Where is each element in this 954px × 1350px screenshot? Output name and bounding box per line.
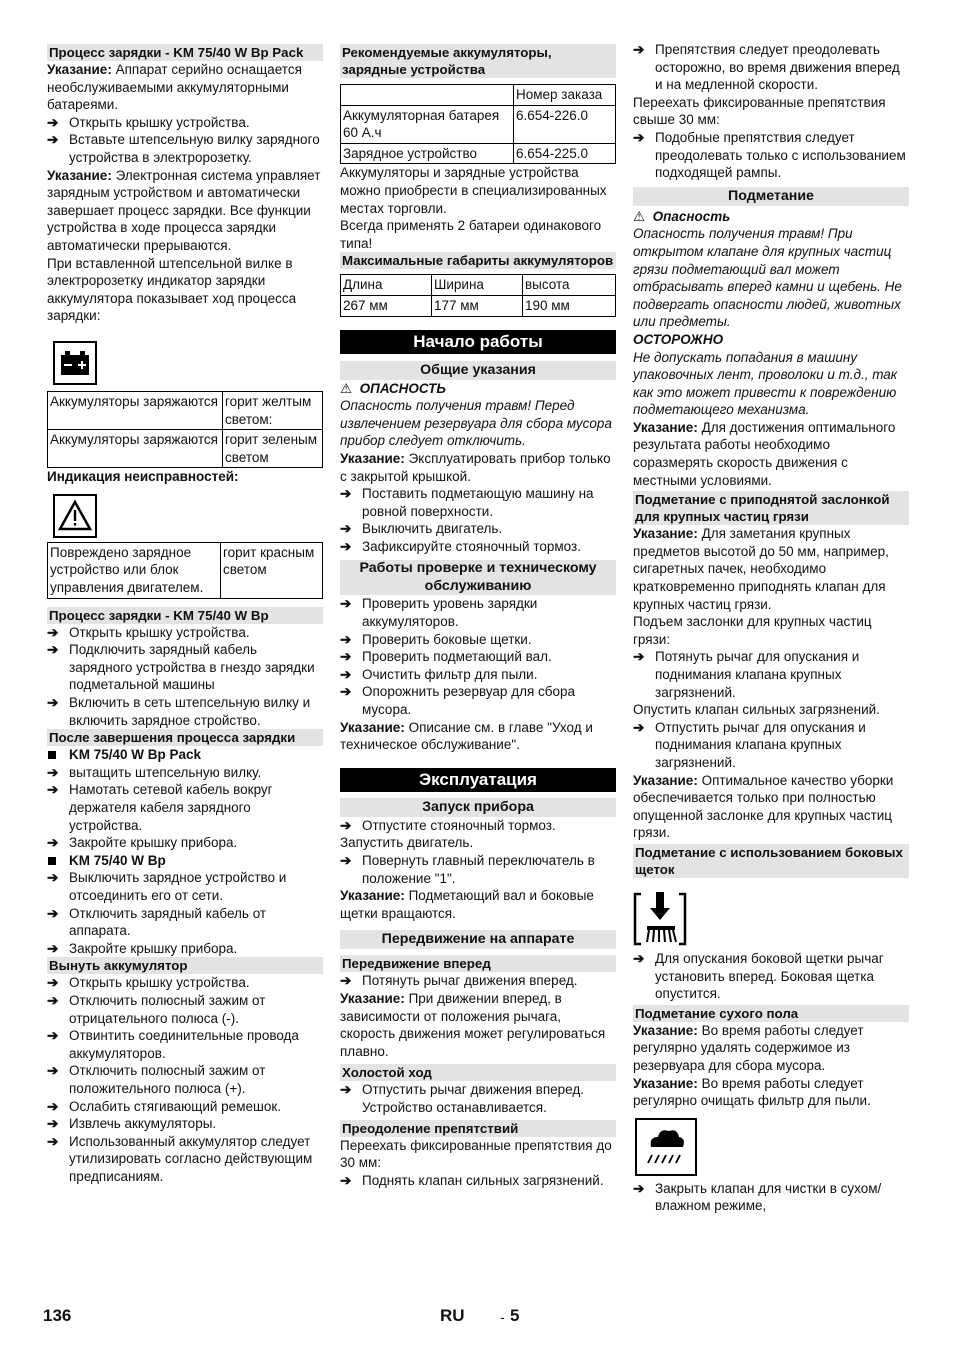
caution-label: ОСТОРОЖНО bbox=[633, 331, 724, 347]
list-item: ➔ Поставить подметающую машину на ровной поверхности. bbox=[340, 486, 594, 519]
arrow-icon: ➔ bbox=[340, 1082, 352, 1098]
note: Указание: Подметающий вал и боковые щетки вращаются. bbox=[340, 888, 594, 921]
section-title: Запуск прибора bbox=[340, 798, 616, 817]
column-1 bbox=[47, 44, 323, 1185]
list-item: ➔ Препятствия следует преодолевать осторожно, во время движения вперед и на медленной скорости. bbox=[633, 42, 900, 93]
list-item: ➔ Выключить двигатель. bbox=[340, 521, 503, 537]
list-item: ➔ Намотать сетевой кабель вокруг держателя кабеля зарядного устройства. bbox=[47, 782, 273, 833]
dry-mode-icon bbox=[635, 1118, 697, 1176]
list-item: ➔ Отключить полюсный зажим от положительного полюса (+). bbox=[47, 1063, 266, 1096]
list-item: ➔ Закрыть клапан для чистки в сухом/влажном режиме, bbox=[633, 1180, 882, 1214]
square-bullet-icon bbox=[48, 751, 56, 759]
warning-icon: ⚠ bbox=[633, 208, 646, 224]
footer-separator: - bbox=[500, 1309, 505, 1325]
list-item: ➔ Отвинтить соединительные провода аккумуляторов. bbox=[47, 1028, 299, 1061]
list-item: ➔ Отключить зарядный кабель от аппарата. bbox=[47, 905, 267, 939]
note: Указание: Аппарат серийно оснащается необслуживаемыми аккумуляторными батареями. bbox=[47, 62, 302, 113]
column-2 bbox=[340, 44, 616, 1189]
paragraph: Аккумуляторы и зарядные устройства можно приобрести в специализированных местах торговли. bbox=[340, 165, 607, 216]
arrow-icon: ➔ bbox=[47, 1063, 59, 1079]
arrow-icon: ➔ bbox=[47, 782, 59, 798]
paragraph: Опустить клапан сильных загрязнений. bbox=[633, 702, 880, 718]
arrow-icon: ➔ bbox=[633, 42, 645, 57]
arrow-icon: ➔ bbox=[47, 114, 59, 130]
list-item: ➔ Выключить зарядное устройство и отсоединить его от сети. bbox=[47, 870, 287, 903]
arrow-icon: ➔ bbox=[340, 973, 352, 989]
note: Указание: Во время работы следует регулярно удалять содержимое из резервуара для сбора мусора. bbox=[633, 1022, 864, 1073]
list-item: ➔ Закройте крышку прибора. bbox=[47, 940, 238, 956]
paragraph: При вставленной штепсельной вилке в электророзетку индикатор зарядки аккумулятора показывает ход процесса зарядки: bbox=[47, 255, 297, 324]
side-brush-icon bbox=[633, 890, 689, 948]
section-title: Рекомендуемые аккумуляторы, зарядные устройства bbox=[340, 44, 616, 78]
arrow-icon: ➔ bbox=[340, 666, 352, 682]
section-title: Подметание сухого пола bbox=[633, 1005, 909, 1022]
list-item: ➔ Подключить зарядный кабель зарядного устройства в гнездо зарядки подметальной машины bbox=[47, 642, 315, 693]
arrow-icon: ➔ bbox=[47, 642, 59, 658]
list-item: ➔ Потянуть рычаг движения вперед. bbox=[340, 973, 578, 989]
list-item: ➔ Подобные препятствия следует преодолевать только с использованием подходящей рампы. bbox=[633, 129, 906, 181]
section-title: Работы проверке и техническому обслуживанию bbox=[340, 560, 616, 595]
table-row: Аккумуляторы заряжаются горит зеленым светом bbox=[48, 430, 323, 468]
note: Указание: Для достижения оптимального результата работы необходимо соразмерять скорость движения с местными условиями. bbox=[633, 419, 896, 488]
square-bullet-icon bbox=[48, 857, 56, 865]
section-title: Общие указания bbox=[340, 361, 616, 380]
section-title: После завершения процесса зарядки bbox=[47, 729, 323, 746]
list-item: ➔ Отпустить рычаг для опускания и поднимания клапана крупных загрязнений. bbox=[633, 719, 866, 770]
note: Указание: Эксплуатировать прибор только с закрытой крышкой. bbox=[340, 450, 611, 484]
note: Указание: Во время работы следует регулярно очищать фильтр для пыли. bbox=[633, 1075, 871, 1109]
danger-label: ⚠ Опасность bbox=[633, 208, 731, 224]
section-title: Подметание с использованием боковых щеток bbox=[633, 844, 909, 878]
list-item: ➔ Открыть крышку устройства. bbox=[47, 624, 250, 640]
table-row: Аккумуляторы заряжаются горит желтым светом: bbox=[48, 391, 323, 429]
table-row: Повреждено зарядное устройство или блок управления двигателем. горит красным светом bbox=[48, 542, 323, 598]
arrow-icon: ➔ bbox=[340, 684, 352, 700]
arrow-icon: ➔ bbox=[47, 1028, 59, 1044]
chapter-title: Начало работы bbox=[340, 330, 616, 354]
subsection-title: Преодоление препятствий bbox=[340, 1120, 616, 1137]
arrow-icon: ➔ bbox=[47, 132, 59, 148]
note: Указание: Описание см. в главе "Уход и техническое обслуживание". bbox=[340, 719, 593, 753]
table-row: Аккумуляторная батарея 60 А.ч 6.654-226.0 bbox=[341, 105, 616, 143]
paragraph: Запустить двигатель. bbox=[340, 835, 474, 851]
list-item: ➔ Отпустите стояночный тормоз. bbox=[340, 817, 556, 833]
table-row: Длина Ширина высота bbox=[341, 275, 616, 296]
list-item: ➔ Ослабить стягивающий ремешок. bbox=[47, 1098, 281, 1114]
list-item: ➔ Поднять клапан сильных загрязнений. bbox=[340, 1172, 604, 1188]
list-item: ➔ Извлечь аккумуляторы. bbox=[47, 1116, 217, 1132]
page-number: 136 bbox=[43, 1306, 72, 1325]
arrow-icon: ➔ bbox=[340, 486, 352, 502]
arrow-icon: ➔ bbox=[47, 905, 59, 921]
note: Указание: Электронная система управляет зарядным устройством и автоматически завершает процесс зарядки. Все функции устройства в ходе процесса зарядки автоматически прерываются. bbox=[47, 167, 321, 253]
arrow-icon: ➔ bbox=[47, 975, 59, 991]
arrow-icon: ➔ bbox=[340, 649, 352, 665]
arrow-icon: ➔ bbox=[340, 631, 352, 647]
arrow-icon: ➔ bbox=[47, 695, 59, 711]
list-item: ➔ Потянуть рычаг для опускания и поднимания клапана крупных загрязнений. bbox=[633, 649, 860, 700]
arrow-icon: ➔ bbox=[340, 853, 352, 868]
paragraph: Подъем заслонки для крупных частиц грязи: bbox=[633, 614, 872, 647]
note: Указание: Для заметания крупных предметов высотой до 50 мм, например, сигаретных пачек, необходимо кратковременно приподнять клапан для крупных частиц грязи. bbox=[633, 526, 889, 612]
arrow-icon: ➔ bbox=[47, 940, 59, 956]
bullet-item: KM 75/40 W Bp Pack bbox=[47, 746, 323, 764]
recommended-table bbox=[340, 84, 616, 164]
arrow-icon: ➔ bbox=[340, 1172, 352, 1188]
list-item: ➔ Очистить фильтр для пыли. bbox=[340, 666, 538, 682]
language-code: RU bbox=[440, 1306, 465, 1325]
chapter-title: Эксплуатация bbox=[340, 768, 616, 792]
section-title: Процесс зарядки - KM 75/40 W Bp Pack bbox=[47, 44, 323, 61]
section-title: Подметание bbox=[633, 187, 909, 206]
arrow-icon: ➔ bbox=[47, 1133, 59, 1149]
list-item: ➔ Включить в сеть штепсельную вилку и включить зарядное стройство. bbox=[47, 695, 311, 728]
paragraph: Не допускать попадания в машину упаковочных лент, проволоки и т.д., так как это может привести к повреждению подметающего механизма. bbox=[633, 349, 898, 418]
section-title: Процесс зарядки - KM 75/40 W Bp bbox=[47, 607, 323, 624]
arrow-icon: ➔ bbox=[340, 596, 352, 612]
table-row: 267 мм 177 мм 190 мм bbox=[341, 295, 616, 316]
arrow-icon: ➔ bbox=[633, 719, 645, 735]
arrow-icon: ➔ bbox=[340, 817, 352, 833]
arrow-icon: ➔ bbox=[47, 764, 59, 780]
charge-indicator-table bbox=[47, 391, 323, 468]
list-item: ➔ Проверить уровень зарядки аккумуляторов. bbox=[340, 596, 538, 630]
danger-label: ⚠ ОПАСНОСТЬ bbox=[340, 380, 446, 396]
list-item: ➔ Для опускания боковой щетки рычаг установить вперед. Боковая щетка опустится. bbox=[633, 950, 884, 1002]
column-3 bbox=[633, 41, 909, 1215]
dimensions-table bbox=[340, 274, 616, 316]
arrow-icon: ➔ bbox=[633, 129, 645, 145]
fault-title: Индикация неисправностей: bbox=[47, 469, 239, 485]
list-item: ➔ Опорожнить резервуар для сбора мусора. bbox=[340, 684, 576, 718]
list-item: ➔ Зафиксируйте стояночный тормоз. bbox=[340, 538, 581, 554]
list-item: ➔ Отпустить рычаг движения вперед. Устройство останавливается. bbox=[340, 1082, 584, 1115]
warning-icon: ⚠ bbox=[340, 380, 353, 396]
paragraph: Опасность получения травм! При открытом клапане для крупных частиц грязи подметающий вал может отбрасывать вперед камни и щебень. Не подвергать опасности людей, животных или предметы. bbox=[633, 226, 902, 330]
bullet-item: KM 75/40 W Bp bbox=[47, 852, 323, 870]
section-page-number: 5 bbox=[510, 1306, 520, 1325]
arrow-icon: ➔ bbox=[47, 624, 59, 640]
list-item: ➔ вытащить штепсельную вилку. bbox=[47, 764, 262, 780]
list-item: ➔ Открыть крышку устройства. bbox=[47, 975, 250, 991]
section-title: Передвижение на аппарате bbox=[340, 930, 616, 949]
list-item: ➔ Использованный аккумулятор следует утилизировать согласно действующим предписаниям. bbox=[47, 1133, 313, 1184]
arrow-icon: ➔ bbox=[633, 1180, 645, 1196]
list-item: ➔ Вставьте штепсельную вилку зарядного устройства в электророзетку. bbox=[47, 132, 320, 165]
arrow-icon: ➔ bbox=[47, 1098, 59, 1114]
arrow-icon: ➔ bbox=[340, 538, 352, 554]
section-title: Вынуть аккумулятор bbox=[47, 957, 323, 974]
list-item: ➔ Открыть крышку устройства. bbox=[47, 114, 250, 130]
arrow-icon: ➔ bbox=[633, 649, 645, 665]
arrow-icon: ➔ bbox=[47, 835, 59, 851]
list-item: ➔ Закройте крышку прибора. bbox=[47, 835, 238, 851]
table-row: Зарядное устройство 6.654-225.0 bbox=[341, 143, 616, 164]
note: Указание: При движении вперед, в зависимости от положения рычага, скорость движения может регулироваться плавно. bbox=[340, 990, 606, 1059]
list-item: ➔ Отключить полюсный зажим от отрицательного полюса (-). bbox=[47, 992, 266, 1026]
paragraph: Переехать фиксированные препятствия до 30 мм: bbox=[340, 1137, 612, 1171]
arrow-icon: ➔ bbox=[633, 950, 645, 966]
paragraph: Всегда применять 2 батареи одинакового типа! bbox=[340, 218, 602, 251]
arrow-icon: ➔ bbox=[340, 521, 352, 537]
arrow-icon: ➔ bbox=[47, 1116, 59, 1132]
battery-icon bbox=[53, 341, 97, 385]
section-title: Подметание с приподнятой заслонкой для крупных частиц грязи bbox=[633, 491, 909, 525]
list-item: ➔ Проверить боковые щетки. bbox=[340, 631, 532, 647]
note: Указание: Оптимальное качество уборки обеспечивается только при полностью опущенной заслонке для крупных частиц грязи. bbox=[633, 772, 894, 841]
subsection-title: Передвижение вперед bbox=[340, 955, 616, 972]
warning-icon bbox=[53, 494, 97, 538]
arrow-icon: ➔ bbox=[47, 992, 59, 1008]
section-title: Максимальные габариты аккумуляторов bbox=[340, 252, 616, 269]
paragraph: Переехать фиксированные препятствия свыше 30 мм: bbox=[633, 94, 886, 128]
table-row: Номер заказа bbox=[341, 85, 616, 106]
arrow-icon: ➔ bbox=[47, 870, 59, 886]
list-item: ➔ Проверить подметающий вал. bbox=[340, 649, 552, 665]
subsection-title: Холостой ход bbox=[340, 1064, 616, 1081]
paragraph: Опасность получения травм! Перед извлечением резервуара для сбора мусора прибор следует отключить. bbox=[340, 398, 612, 449]
fault-table bbox=[47, 542, 323, 599]
list-item: ➔ Повернуть главный переключатель в положение "1". bbox=[340, 853, 595, 886]
